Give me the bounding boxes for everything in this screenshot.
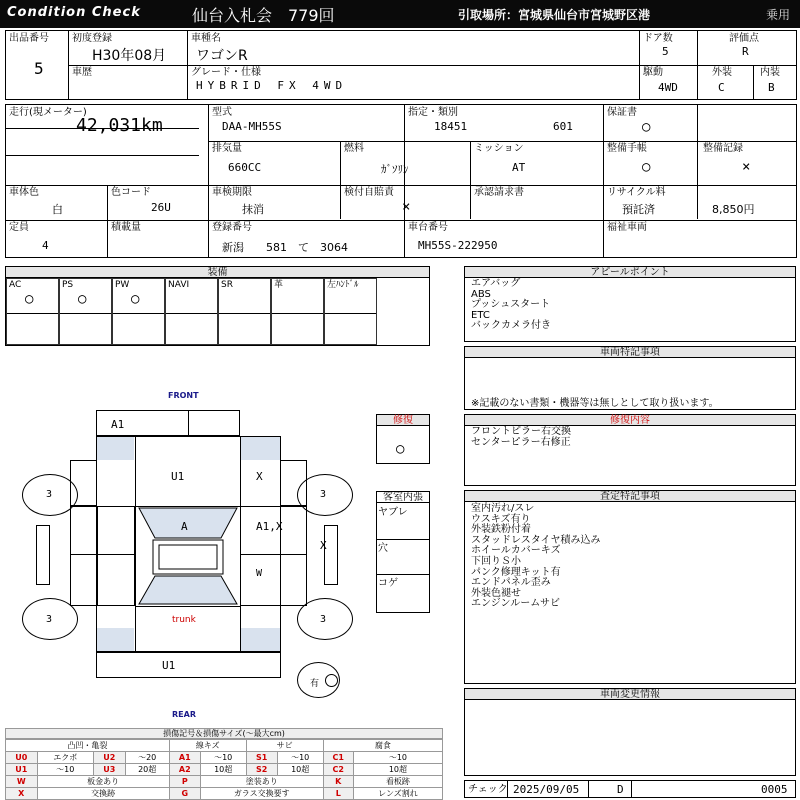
mileage: 42,031km [76,115,163,136]
lot-number: 5 [34,59,44,78]
roof-mark: A [181,520,188,533]
legend-desc: エクボ [37,752,93,764]
legend-desc: 10超 [353,764,442,776]
cabin-panel: 客室内張 ヤブレ 穴 コゲ [376,491,430,613]
right-front-fender-mark: X [256,470,263,483]
inspection-lines: 室内汚れ/スレ ウスキズ有り 外装鉄粉付着 スタッドレスタイヤ積み込み ホイールカバーキズ 下回りＳ小 パンク修理キット有 エンドパネル歪み 外装色褪せ エンジンルームサビ [471,503,601,610]
equipment-label: NAVI [168,280,190,290]
legend-desc: 10超 [200,764,246,776]
auction-title: 仙台入札会 779回 [192,6,335,25]
legend-code: P [169,776,200,788]
capacity: 4 [42,239,49,252]
equipment-value: ○ [25,291,34,307]
legend-desc: 板金あり [37,776,169,788]
appeal-lines: エアバッグ ABS プッシュスタート ETC バックカメラ付き [471,278,551,332]
legend-code: S1 [246,752,277,764]
displacement: 660CC [228,161,262,174]
warranty: ○ [642,119,651,135]
vehicle-info-panel: 出品番号 5 初度登録 H30年08月 車種名 ワゴンR ドア数 5 評価点 R 車歴 グレード・仕様 HYBRID FX 4WD 駆動 4WD 外装 C 内装 B [5,30,797,100]
legend-desc: 塗装あり [200,776,323,788]
equipment-4 [218,278,271,345]
interior-grade: B [768,81,775,94]
door-count: 5 [662,45,669,58]
equipment-1 [59,278,112,345]
equipment-2 [112,278,165,345]
legend-category: 凸凹・亀裂 [6,740,170,752]
vehicle-kind: 乗用 [766,8,791,22]
equipment-value: ○ [78,291,87,307]
check-row: チェック 2025/09/05 D 0005 [464,780,796,798]
equipment-5 [271,278,324,345]
legend-code: U3 [94,764,126,776]
equipment-panel: 装備 AC ○ PS ○ PW ○ NAVI SR 革 左ﾊﾝﾄﾞﾙ [5,266,430,346]
change-info-panel: 車両変更情報 [464,688,796,776]
right-front-door-mark: A1,X [256,520,283,533]
equipment-label: PS [62,280,74,290]
service-manual: ○ [642,159,651,175]
trunk-label: trunk [172,615,196,625]
legend-category: 線キズ [169,740,246,752]
damage-diagram: FRONT REAR A1 U1 X A A1,X X W trunk U1 3 3 3 3 有 [0,384,376,724]
legend-code: A2 [169,764,200,776]
equipment-label: 革 [274,280,284,290]
equipment-label: 左ﾊﾝﾄﾞﾙ [327,280,359,290]
exterior-grade: C [718,81,725,94]
legend-desc: レンズ割れ [353,788,442,800]
repair-flag: ○ [396,441,405,457]
equipment-6 [324,278,377,345]
recycle-status: 預託済 [622,203,655,216]
legend-code: U2 [94,752,126,764]
appeal-points-panel: アピールポイント エアバッグ ABS プッシュスタート ETC バックカメラ付き [464,266,796,342]
equipment-label: PW [115,280,130,290]
legend-code: L [323,788,353,800]
right-rear-panel-mark: W [256,568,263,579]
score: R [742,45,749,58]
legend-code: K [323,776,353,788]
model-type: DAA-MH55S [222,120,282,133]
legend-desc: 〜10 [37,764,93,776]
legend-desc: 〜10 [200,752,246,764]
equipment-label: SR [221,280,233,290]
first-registration: H30年08月 [92,48,167,64]
legend-desc: 〜10 [277,752,323,764]
check-date: 2025/09/05 [513,783,580,796]
registration-plate: 新潟 581 て 3064 [222,241,348,254]
legend-desc: 看板跡 [353,776,442,788]
inspection-notes-panel: 査定特記事項 室内汚れ/スレ ウスキズ有り 外装鉄粉付着 スタッドレスタイヤ積み込み ホイールカバーキズ 下回りＳ小 パンク修理キット有 エンドパネル歪み 外装色褪せ エンジンルームサビ [464,490,796,684]
fuel: ｶﾞｿﾘﾝ [381,163,409,176]
repair-lines: フロントピラー右交換 センターピラー右修正 [471,426,571,448]
equipment-label: AC [9,280,22,290]
inspection-expiry: 抹消 [242,203,264,216]
legend-code: C1 [323,752,353,764]
header-bar [0,0,800,28]
legend-category: 腐食 [323,740,442,752]
right-rear-door-mark: X [320,539,327,552]
designation: 18451 [434,120,468,133]
drive: 4WD [658,81,678,94]
specs-panel: 走行(現メーター) 42,031km 型式 DAA-MH55S 指定・類別 18451 601 保証書 ○ 排気量 660CC 燃料 ｶﾞｿﾘﾝ ミッション AT 整備手帳 ○ 整備記録 × 車体色 白 色コード 26U 車検期限 抹消 検付自賠責 × 承認請求書 リサイクル料 預託済 8,850円 定員 4 積載量 登録番号 新潟 581 て 3064 車台番号 MH55S-222950 福祉車両 [5,104,797,258]
service-record: × [742,159,751,175]
legend-code: C2 [323,764,353,776]
legend-code: X [6,788,38,800]
rear-bumper-mark: U1 [162,659,176,672]
equipment-value: ○ [131,291,140,307]
check-number: 0005 [761,783,788,796]
legend-desc: 交換跡 [37,788,169,800]
legend-desc: 10超 [277,764,323,776]
category: 601 [553,120,573,133]
repair-panel: 修復内容 フロントピラー右交換 センターピラー右修正 [464,414,796,486]
legend-code: W [6,776,38,788]
windshield-and-roof [135,506,241,606]
spare-tire-icon [325,674,338,687]
legend-code: G [169,788,200,800]
model-name: ワゴンR [196,48,248,64]
equipment-0 [6,278,59,345]
check-code: D [617,783,624,796]
mission: AT [512,161,526,174]
color-code: 26U [151,201,171,214]
repair-badge: 修復 ○ [376,414,430,464]
legend-code: U1 [6,764,38,776]
insurance: × [402,199,411,215]
equipment-3 [165,278,218,345]
body-color: 白 [52,203,63,216]
chassis-number: MH55S-222950 [418,239,498,252]
special-note: ※記載のない書類・機器等は無しとして取り扱います。 [471,398,719,409]
legend-code: U0 [6,752,38,764]
hood-mark: U1 [171,470,185,483]
recycle-fee: 8,850円 [712,203,755,216]
legend-code: A1 [169,752,200,764]
brand-title: Condition Check [7,5,141,20]
pickup-location: 引取場所：宮城県仙台市宮城野区港 [458,8,651,22]
legend-category: サビ [246,740,323,752]
special-notes-panel: 車両特記事項 ※記載のない書類・機器等は無しとして取り扱います。 [464,346,796,410]
legend-code: S2 [246,764,277,776]
legend-desc: 20超 [125,764,169,776]
grade: HYBRID FX 4WD [196,79,348,92]
legend-desc: 〜20 [125,752,169,764]
legend-desc: ガラス交換要す [200,788,323,800]
legend-desc: 〜10 [353,752,442,764]
rear-bumper [96,652,281,678]
